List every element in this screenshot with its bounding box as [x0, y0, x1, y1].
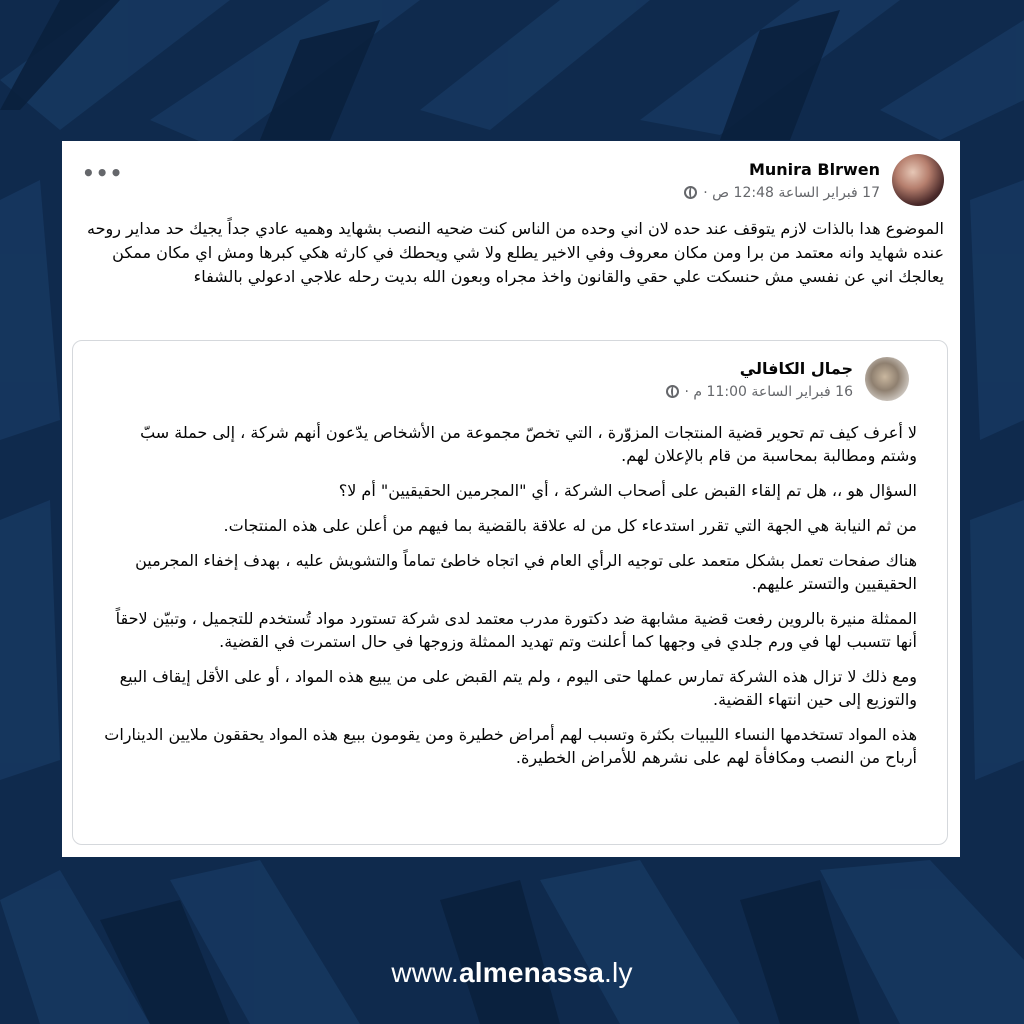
- author-info: [684, 160, 880, 201]
- post-text: الموضوع هدا بالذات لازم يتوقف عند حده لان اني وحده من الناس كنت ضحيه النصب بشهايد وهميه عادي جداً يجيك حد مداير روحه عنده شهايد وانه معتمد من برا ومن مكان معروف وفي الاخير يطلع ولا شي ويحطك في كارثه هكي كبرها ومش اي مكان ممكن يعالجك اني عن نفسي مش حنسكت علي حقي والقانون واخذ مجراه وبعون الله بديت رحله علاجي ادعولي بالشفاء: [87, 219, 944, 286]
- post-timestamp[interactable]: 17 فبراير الساعة 12:48 ص ·: [703, 184, 880, 201]
- post-meta: [684, 185, 880, 201]
- shared-paragraph: السؤال هو ،، هل تم إلقاء القبض على أصحاب الشركة ، أي "المجرمين الحقيقيين" أم لا؟: [338, 481, 917, 500]
- shared-paragraph: هناك صفحات تعمل بشكل متعمد على توجيه الرأي العام في اتجاه خاطئ تماماً والتشويش عليه ، بهدف إخفاء المجرمين الحقيقيين والتستر عليهم.: [135, 551, 917, 593]
- shared-paragraph: لا أعرف كيف تم تحوير قضية المنتجات المزوّرة ، التي تخصّ مجموعة من الأشخاص يدّعون أنهم شركة ، إلى حملة سبّ وشتم ومطالبة بمحاسبة من قام بالإعلان لهم.: [140, 423, 917, 465]
- shared-author-info: [666, 359, 854, 400]
- shared-post-body: [99, 421, 917, 781]
- shared-post[interactable]: [72, 340, 948, 845]
- shared-paragraph: من ثم النيابة هي الجهة التي تقرر استدعاء كل من له علاقة بالقضية بما فيهم من أعلن على هذه المنتجات.: [223, 516, 917, 535]
- author-name[interactable]: Munira Blrwen: [748, 159, 880, 179]
- shared-post-timestamp[interactable]: 16 فبراير الساعة 11:00 م ·: [684, 383, 853, 400]
- globe-icon: [684, 186, 697, 199]
- shared-paragraph: ومع ذلك لا تزال هذه الشركة تمارس عملها حتى اليوم ، ولم يتم القبض على من يبيع هذه المواد ، أو على الأقل إيقاف البيع والتوزيع إلى حين انتهاء القضية.: [119, 667, 917, 709]
- watermark-suffix: .ly: [604, 957, 633, 988]
- shared-post-header: [666, 355, 910, 403]
- shared-paragraph: هذه المواد تستخدمها النساء الليبيات بكثرة وتسبب لهم أمراض خطيرة ومن يقومون ببيع هذه المواد يحققون ملايين الدينارات أرباح من النصب ومكافأة لهم على نشرهم للأمراض الخطيرة.: [104, 725, 917, 767]
- more-options-icon[interactable]: •••: [82, 161, 124, 185]
- post-header: [684, 153, 944, 207]
- shared-paragraph: الممثلة منيرة بالروين رفعت قضية مشابهة ضد دكتورة مدرب معتمد لدى شركة تستورد مواد تُستخدم للتجميل ، وتبيّن لاحقاً أنها تتسبب لها في ورم جلدي في وجهها كما أعلنت وتم تهديد الممثلة وزوجها في حال استمرت في القضية.: [115, 609, 917, 651]
- shared-author-name[interactable]: جمال الكافالي: [739, 358, 853, 378]
- globe-icon: [666, 385, 679, 398]
- author-avatar[interactable]: [892, 154, 944, 206]
- watermark-prefix: www.: [391, 957, 460, 988]
- watermark-brand: almenassa: [459, 957, 605, 988]
- website-watermark: [0, 957, 1024, 989]
- shared-author-avatar[interactable]: [865, 357, 909, 401]
- shared-post-meta: [666, 384, 854, 400]
- facebook-post-card: [62, 141, 960, 857]
